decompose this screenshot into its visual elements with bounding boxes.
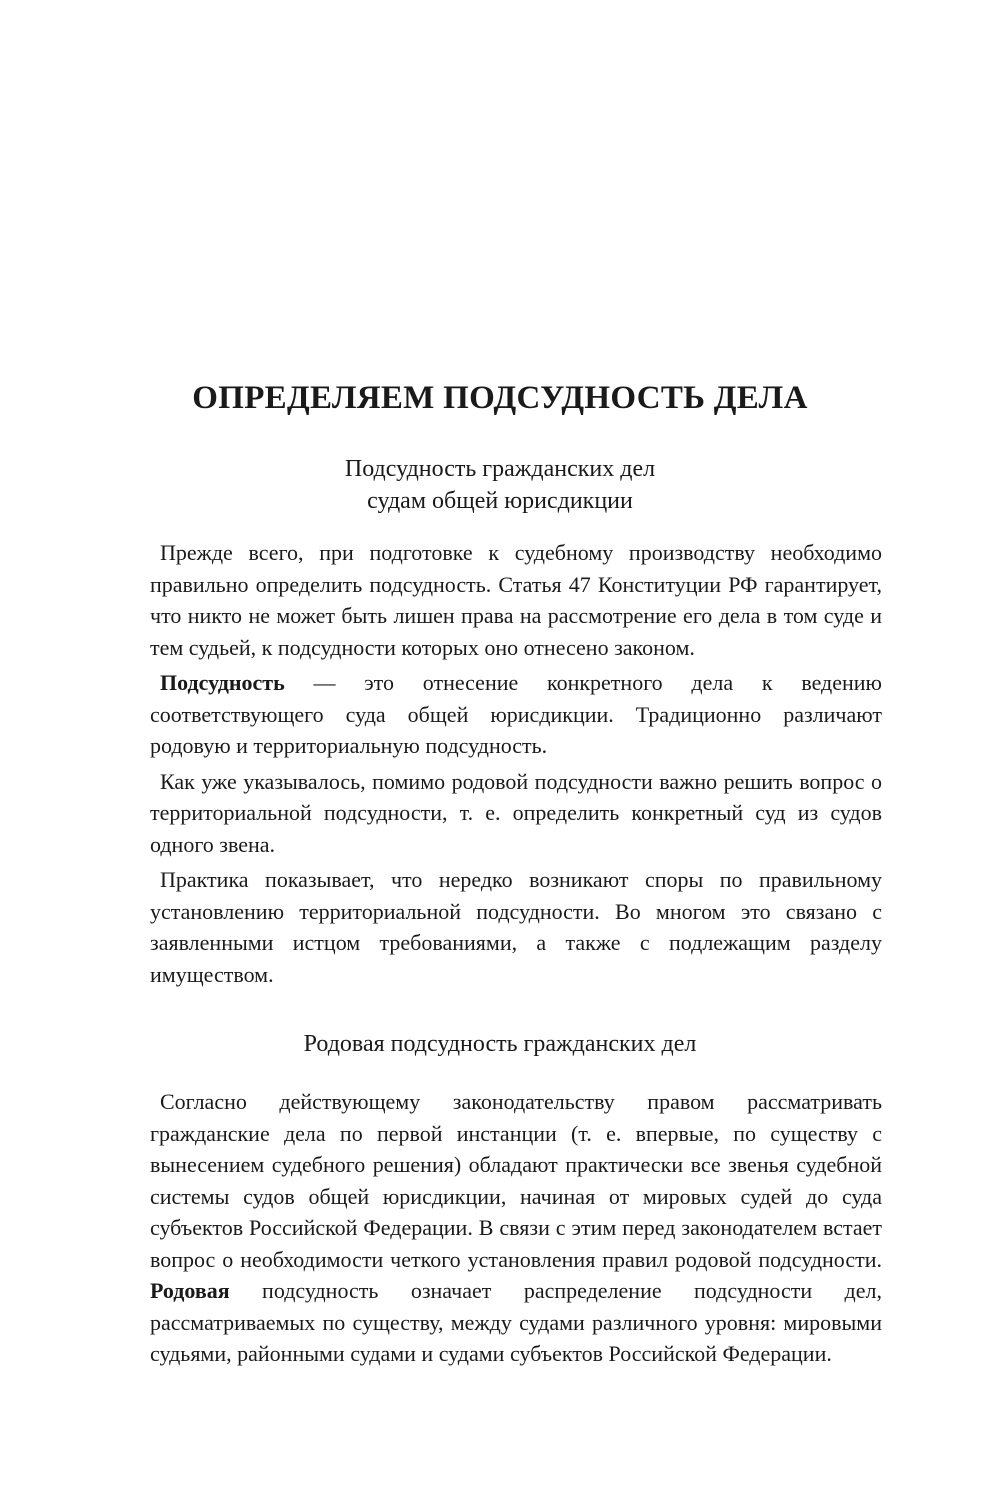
section-1-paragraph-1: Прежде всего, при подготовке к судебному производству необходимо правильно определить подсудность. Статья 47 Конституции РФ гарантирует, что никто не может быть лишен права на рассмотрение его дела в том суде и тем судьей, к подсудности которых оно отнесено законом. bbox=[150, 540, 882, 660]
section-1-paragraph-2 bbox=[150, 667, 882, 762]
section-1-paragraph-3: Как уже указывалось, помимо родовой подсудности важно решить вопрос о территориальной подсудности, т. е. определить конкретный суд из судов одного звена. bbox=[150, 768, 882, 857]
page-content bbox=[150, 380, 882, 1374]
term-podsudnost: Подсудность bbox=[160, 670, 285, 695]
section-2-title: Родовая подсудность гражданских дел bbox=[303, 1031, 697, 1057]
section-1-title-line-1: Подсудность гражданских дел bbox=[344, 456, 656, 482]
chapter-title: ОПРЕДЕЛЯЕМ ПОДСУДНОСТЬ ДЕЛА bbox=[192, 380, 808, 416]
section-1-paragraph-4: Практика показывает, что нередко возникают споры по правильному установлению территориальной подсудности. Во многом это связано с заявленными истцом требованиями, а также с подлежащим разделу имуществом. bbox=[150, 867, 882, 987]
section-2-text-start: Согласно действующему законодательству правом рассматривать гражданские дела по первой инстанции (т. е. впервые, по существу с вынесением судебного решения) обладают практически все звенья судебной системы судов общей юрисдикции, начиная от мировых судей до суда субъектов Российской Федерации. В связи с этим перед законодателем встает вопрос о необходимости четкого установления правил родовой подсудности. bbox=[150, 1089, 882, 1272]
section-2-text-end: подсудность означает распределение подсудности дел, рассматриваемых по существу, между судами различного уровня: мировыми судьями, районными судами и судами субъектов Российской Федерации. bbox=[150, 1278, 882, 1366]
section-2-paragraph-1 bbox=[150, 1086, 882, 1370]
section-1-title-line-2: судам общей юрисдикции bbox=[367, 488, 633, 514]
term-rodovaya: Родовая bbox=[150, 1278, 230, 1303]
section-1-title bbox=[150, 453, 850, 517]
definition-text: — это отнесение конкретного дела к ведению соответствующего суда общей юрисдикции. Традиционно различают родовую и территориальную подсудность. bbox=[150, 670, 882, 758]
